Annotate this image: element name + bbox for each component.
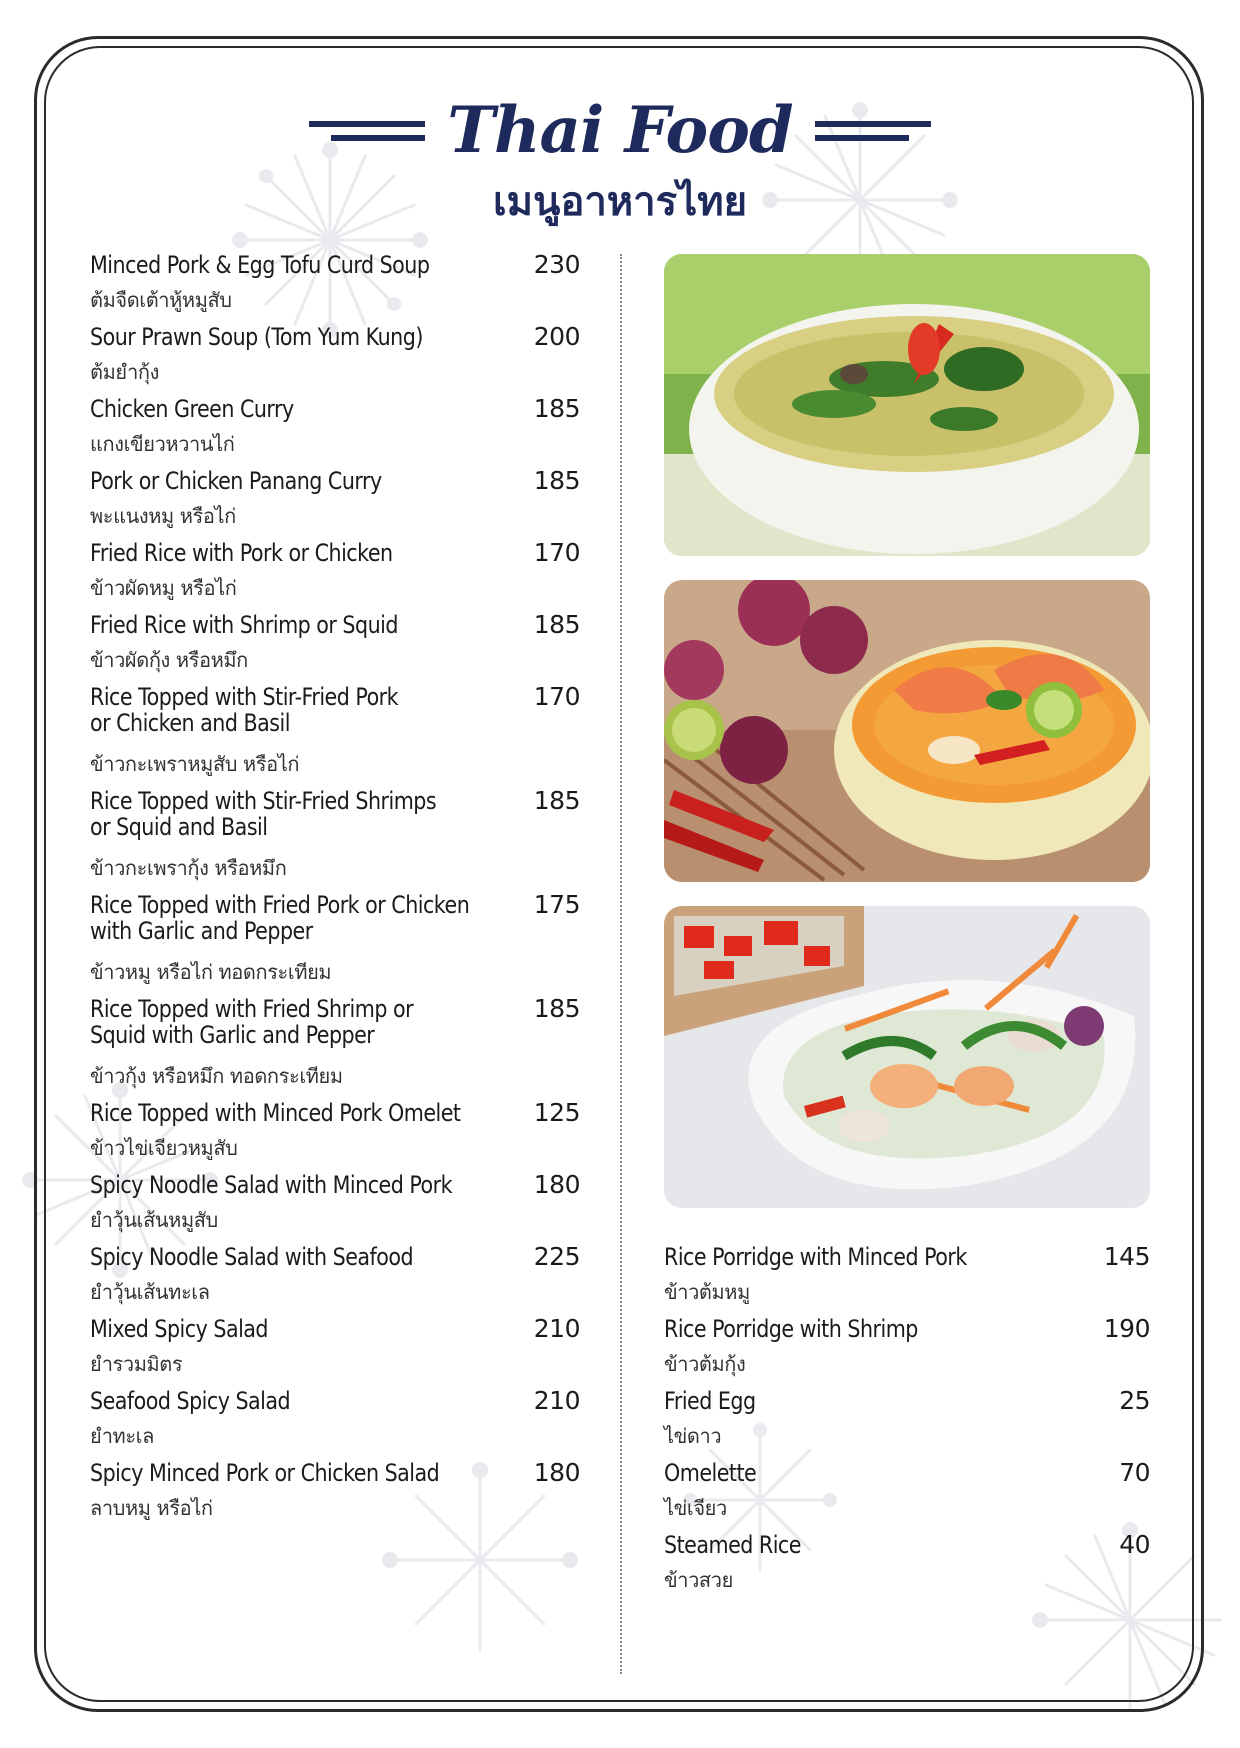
- item-name: Sour Prawn Soup (Tom Yum Kung): [90, 323, 423, 351]
- item-price: 185: [533, 466, 580, 495]
- item-price: 170: [533, 682, 580, 711]
- item-price: 230: [533, 250, 580, 279]
- item-thai-name: ข้าวผัดหมู หรือไก่: [90, 576, 237, 600]
- item-name: Spicy Noodle Salad with Minced Pork: [90, 1171, 453, 1199]
- green-curry-image: [664, 254, 1150, 556]
- seafood-salad-photo: [664, 906, 1150, 1208]
- item-price: 125: [533, 1098, 580, 1127]
- item-thai-name: ข้าวกะเพราหมูสับ หรือไก่: [90, 752, 300, 776]
- item-name: Spicy Noodle Salad with Seafood: [90, 1243, 414, 1271]
- item-thai-name: ยำรวมมิตร: [90, 1352, 183, 1376]
- item-thai-name: ข้าวสวย: [664, 1568, 733, 1592]
- item-thai-name: ข้าวกุ้ง หรือหมึก ทอดกระเทียม: [90, 1064, 343, 1088]
- item-name: Rice Topped with Stir-Fried Pork or Chicken and Basil: [90, 683, 399, 737]
- item-price: 70: [1119, 1458, 1150, 1487]
- item-thai-name: ข้าวหมู หรือไก่ ทอดกระเทียม: [90, 960, 332, 984]
- item-price: 175: [533, 890, 580, 919]
- item-price: 40: [1119, 1530, 1150, 1559]
- item-name: Rice Topped with Fried Pork or Chicken with Garlic and Pepper: [90, 891, 470, 945]
- item-thai-name: ข้าวกะเพรากุ้ง หรือหมึก: [90, 856, 287, 880]
- item-name: Rice Topped with Minced Pork Omelet: [90, 1099, 461, 1127]
- item-name: Spicy Minced Pork or Chicken Salad: [90, 1459, 440, 1487]
- item-name: Pork or Chicken Panang Curry: [90, 467, 382, 495]
- item-thai-name: ลาบหมู หรือไก่: [90, 1496, 213, 1520]
- item-price: 200: [533, 322, 580, 351]
- item-name: Seafood Spicy Salad: [90, 1387, 291, 1415]
- item-name: Rice Porridge with Minced Pork: [664, 1243, 967, 1271]
- item-price: 145: [1103, 1242, 1150, 1271]
- item-price: 185: [533, 610, 580, 639]
- item-thai-name: ต้มยำกุ้ง: [90, 360, 159, 384]
- item-thai-name: ข้าวต้มหมู: [664, 1280, 750, 1304]
- item-thai-name: ไข่ดาว: [664, 1424, 722, 1448]
- item-price: 185: [533, 394, 580, 423]
- column-divider: [620, 254, 622, 1674]
- item-thai-name: ยำวุ้นเส้นทะเล: [90, 1280, 210, 1304]
- item-thai-name: ต้มจืดเต้าหู้หมูสับ: [90, 288, 232, 312]
- item-price: 210: [533, 1314, 580, 1343]
- item-name: Omelette: [664, 1459, 757, 1487]
- tom-yum-photo: [664, 580, 1150, 882]
- green-curry-photo: [664, 254, 1150, 556]
- item-price: 180: [533, 1458, 580, 1487]
- item-name: Rice Topped with Stir-Fried Shrimps or Squid and Basil: [90, 787, 437, 841]
- item-price: 180: [533, 1170, 580, 1199]
- tom-yum-image: [664, 580, 1150, 882]
- item-name: Mixed Spicy Salad: [90, 1315, 269, 1343]
- item-name: Rice Topped with Fried Shrimp or Squid with Garlic and Pepper: [90, 995, 414, 1049]
- item-thai-name: ข้าวต้มกุ้ง: [664, 1352, 746, 1376]
- item-price: 185: [533, 786, 580, 815]
- item-thai-name: ยำวุ้นเส้นหมูสับ: [90, 1208, 218, 1232]
- item-thai-name: ข้าวผัดกุ้ง หรือหมึก: [90, 648, 248, 672]
- item-thai-name: ข้าวไข่เจียวหมูสับ: [90, 1136, 238, 1160]
- item-name: Chicken Green Curry: [90, 395, 294, 423]
- item-name: Steamed Rice: [664, 1531, 801, 1559]
- seafood-salad-image: [664, 906, 1150, 1208]
- item-name: Fried Egg: [664, 1387, 756, 1415]
- title-decoration-left: [309, 117, 425, 145]
- item-name: Minced Pork & Egg Tofu Curd Soup: [90, 251, 430, 279]
- item-price: 170: [533, 538, 580, 567]
- title-decoration-right: [815, 117, 931, 145]
- item-price: 25: [1119, 1386, 1150, 1415]
- item-thai-name: แกงเขียวหวานไก่: [90, 432, 235, 456]
- item-price: 185: [533, 994, 580, 1023]
- item-price: 210: [533, 1386, 580, 1415]
- page-title: Thai Food: [447, 93, 793, 168]
- item-thai-name: พะแนงหมู หรือไก่: [90, 504, 236, 528]
- item-price: 225: [533, 1242, 580, 1271]
- title-row: [0, 86, 1240, 176]
- item-price: 190: [1103, 1314, 1150, 1343]
- item-name: Fried Rice with Pork or Chicken: [90, 539, 393, 567]
- item-name: Fried Rice with Shrimp or Squid: [90, 611, 398, 639]
- item-thai-name: ไข่เจียว: [664, 1496, 727, 1520]
- item-name: Rice Porridge with Shrimp: [664, 1315, 918, 1343]
- item-thai-name: ยำทะเล: [90, 1424, 154, 1448]
- page-subtitle-thai: เมนูอาหารไทย: [492, 179, 748, 225]
